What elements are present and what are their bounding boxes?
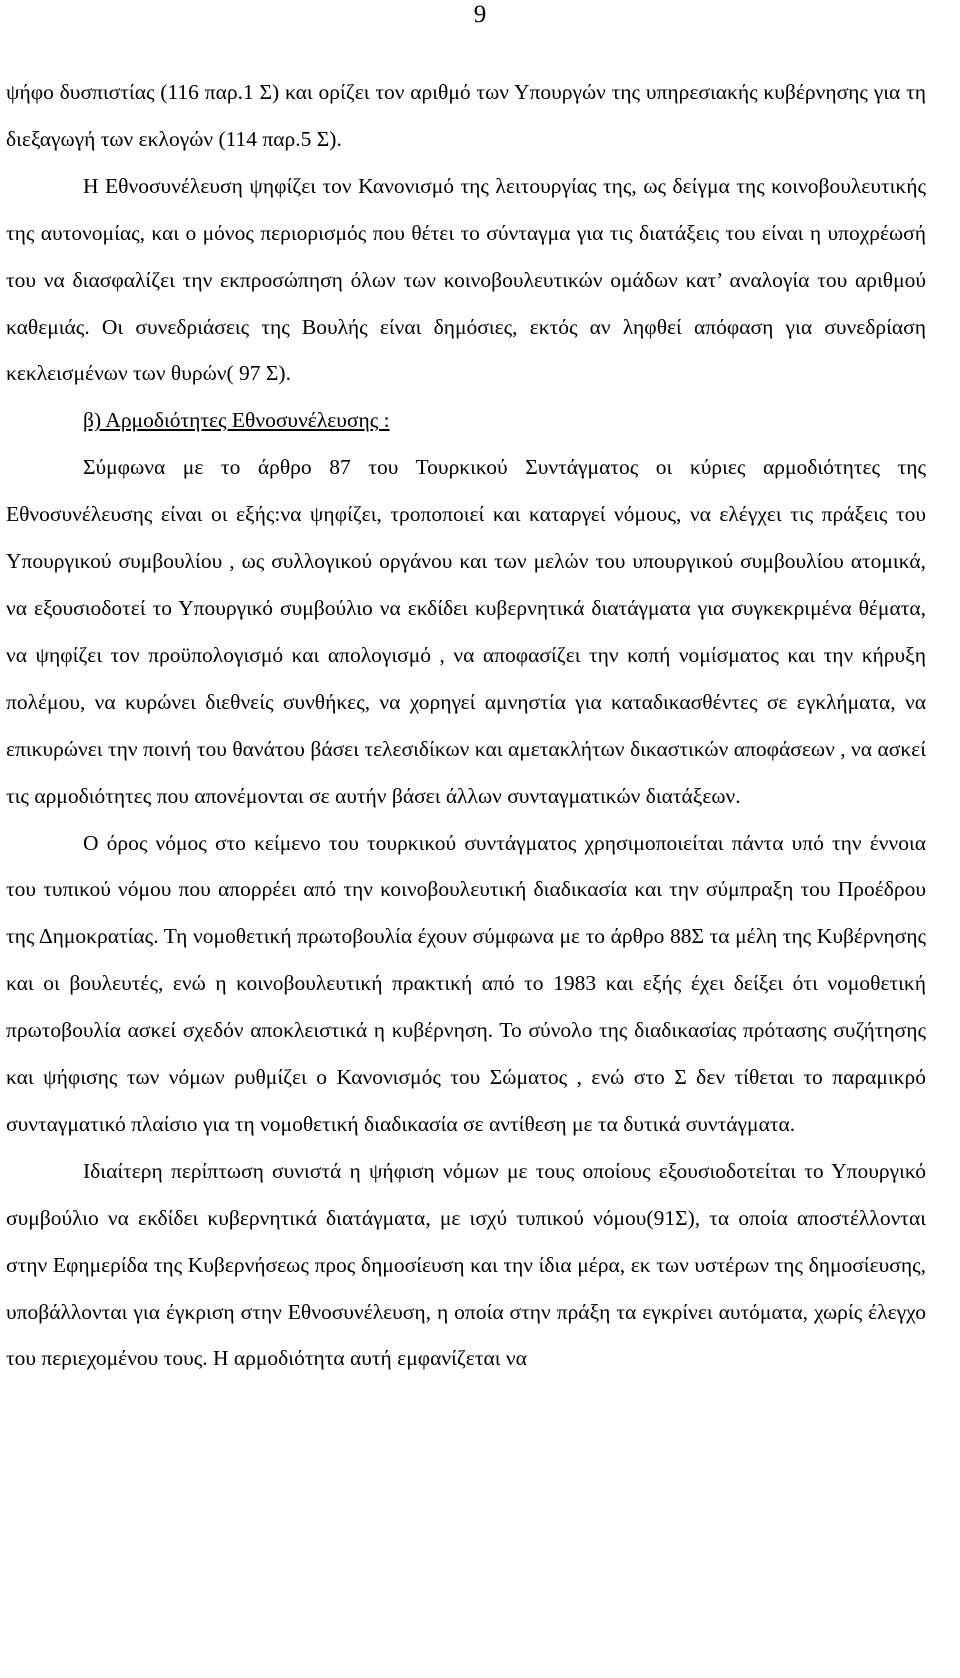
paragraph-rules-of-procedure: Η Εθνοσυνέλευση ψηφίζει τον Κανονισμό της λειτουργίας της, ως δείγμα της κοινοβουλευτικής της αυτονομίας, και ο μόνος περιορισμός που θέτει το σύνταγμα για τις διατάξεις του είναι η υποχρέωσή του να διασφαλίζει την εκπροσώπηση όλων των κοινοβουλευτικών ομάδων κατ’ αναλογία του αριθμού καθεμιάς. Οι συνεδριάσεις της Βουλής είναι δημόσιες, εκτός αν ληφθεί απόφαση για συνεδρίαση κεκλεισμένων των θυρών( 97 Σ). [6,173,926,386]
document-body [6,69,926,1382]
paragraph-continuation: ψήφο δυσπιστίας (116 παρ.1 Σ) και ορίζει τον αριθμό των Υπουργών της υπηρεσιακής κυβέρνησης για τη διεξαγωγή των εκλογών (114 παρ.5 Σ). [6,80,926,151]
paragraph-law-term: Ο όρος νόμος στο κείμενο του τουρκικού συντάγματος χρησιμοποιείται πάντα υπό την έννοια του τυπικού νόμου που απορρέει από την κοινοβουλευτική διαδικασία και την σύμπραξη του Προέδρου της Δημοκρατίας. Τη νομοθετική πρωτοβουλία έχουν σύμφωνα με το άρθρο 88Σ τα μέλη της Κυβέρνησης και οι βουλευτές, ενώ η κοινοβουλευτική πρακτική από το 1983 και εξής έχει δείξει ότι νομοθετική πρωτοβουλία ασκεί σχεδόν αποκλειστικά η κυβέρνηση. Το σύνολο της διαδικασίας πρότασης συζήτησης και ψήφισης των νόμων ρυθμίζει ο Κανονισμός του Σώματος , ενώ στο Σ δεν τίθεται το παραμικρό συνταγματικό πλαίσιο για τη νομοθετική διαδικασία σε αντίθεση με τα δυτικά συντάγματα. [6,830,926,1136]
section-heading [6,397,926,444]
paragraph-special-case: Ιδιαίτερη περίπτωση συνιστά η ψήφιση νόμων με τους οποίους εξουσιοδοτείται το Υπουργικό συμβούλιο να εκδίδει κυβερνητικά διατάγματα, με ισχύ τυπικού νόμου(91Σ), τα οποία αποστέλλονται στην Εφημερίδα της Κυβερνήσεως προς δημοσίευση και την ίδια μέρα, εκ των υστέρων της δημοσίευσης, υποβάλλονται για έγκριση στην Εθνοσυνέλευση, η οποία στην πράξη τα εγκρίνει αυτόματα, χωρίς έλεγχο του περιεχομένου τους. Η αρμοδιότητα αυτή εμφανίζεται να [6,1158,926,1371]
section-heading-text: β) Αρμοδιότητες Εθνοσυνέλευσης : [83,408,390,433]
paragraph-competences: Σύμφωνα με το άρθρο 87 του Τουρκικού Συντάγματος οι κύριες αρμοδιότητες της Εθνοσυνέλευσης είναι οι εξής:να ψηφίζει, τροποποιεί και καταργεί νόμους, να ελέγχει τις πράξεις του Υπουργικού συμβουλίου , ως συλλογικού οργάνου και των μελών του υπουργικού συμβουλίου ατομικά, να εξουσιοδοτεί το Υπουργικό συμβούλιο να εκδίδει κυβερνητικά διατάγματα για συγκεκριμένα θέματα, να ψηφίζει τον προϋπολογισμό και απολογισμό , να αποφασίζει την κοπή νομίσματος και την κήρυξη πολέμου, να κυρώνει διεθνείς συνθήκες, να χορηγεί αμνηστία για καταδικασθέντες σε εγκλήματα, να επικυρώνει την ποινή του θανάτου βάσει τελεσιδίκων και αμετακλήτων δικαστικών αποφάσεων , να ασκεί τις αρμοδιότητες που απονέμονται σε αυτήν βάσει άλλων συνταγματικών διατάξεων. [6,455,926,808]
page-number: 9 [473,1,487,28]
